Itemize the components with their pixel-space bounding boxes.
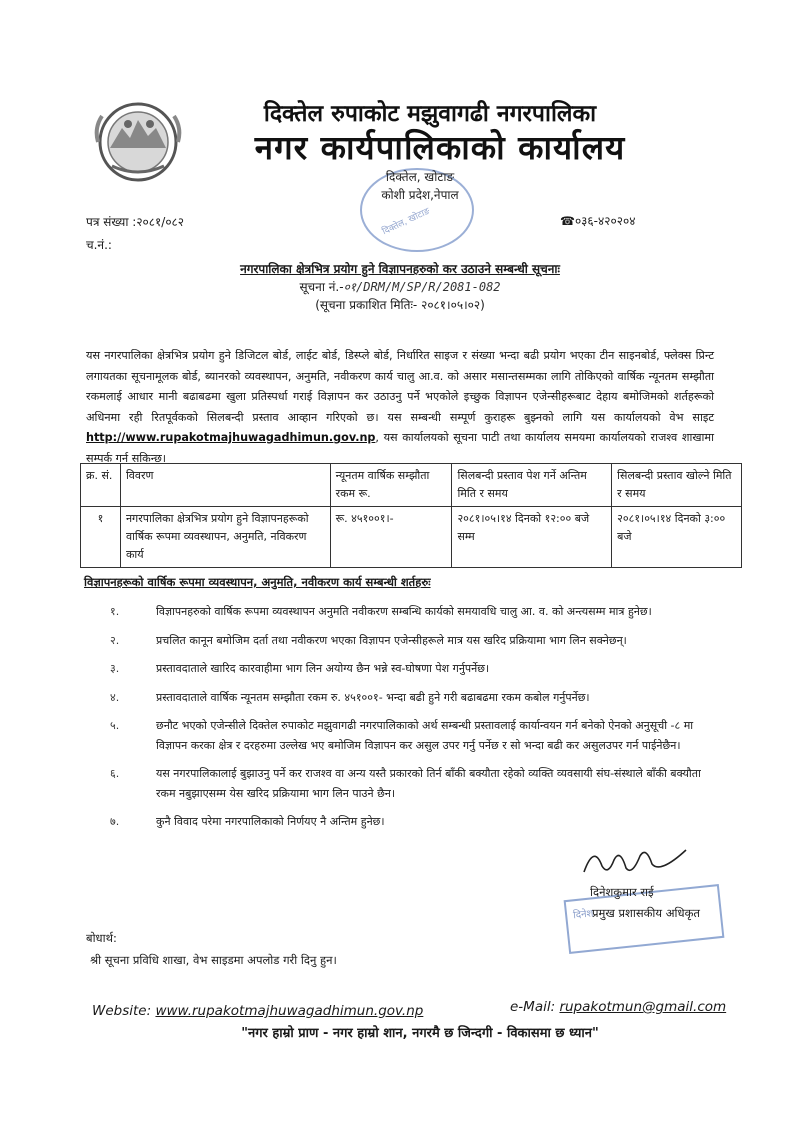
table-cell: १	[81, 507, 121, 568]
address-line-2: कोशी प्रदेश,नेपाल	[381, 188, 459, 202]
footer-slogan: "नगर हाम्रो प्राण - नगर हाम्रो शान, नगरमै छ जिन्दगी - विकासमा छ ध्यान"	[241, 1026, 599, 1041]
condition-number: ७.	[110, 815, 120, 828]
website-link[interactable]: http://www.rupakotmajhuwagadhimun.gov.np	[86, 431, 376, 444]
condition-number: १.	[110, 605, 120, 618]
tender-table	[80, 463, 742, 568]
office-round-stamp: दिक्तेल, खोटाङ	[360, 168, 474, 252]
condition-item	[110, 631, 710, 651]
notice-subject: नगरपालिका क्षेत्रभित्र प्रयोग हुने विज्ञापनहरुको कर उठाउने सम्बन्धी सूचनाः	[240, 262, 560, 276]
condition-text: प्रचलित कानून बमोजिम दर्ता तथा नवीकरण भएका विज्ञापन एजेन्सीहरूले मात्र यस खरिद प्रक्रियामा भाग लिन सक्नेछन्।	[156, 633, 627, 647]
condition-text: कुनै विवाद परेमा नगरपालिकाको निर्णयए नै अन्तिम हुनेछ।	[156, 815, 385, 828]
conditions-title: विज्ञापनहरूको वार्षिक रूपमा व्यवस्थापन, अनुमति, नवीकरण कार्य सम्बन्धी शर्तहरुः	[84, 575, 431, 589]
letter-number-value: २०८१/०८२	[136, 215, 185, 229]
footer-website	[92, 1003, 423, 1019]
table-header-cell: सिलबन्दी प्रस्ताव खोल्ने मिति र समय	[612, 464, 742, 507]
condition-number: २.	[110, 633, 120, 647]
municipality-name: दिक्तेल रुपाकोट मझुवागढी नगरपालिका	[263, 101, 597, 127]
condition-number: ६.	[110, 767, 120, 780]
body-text-end: , यस कार्यालयको सूचना पाटी तथा कार्यालय समयमा कार्यालयको राजश्व शाखामा सम्पर्क गर्न सकिन्छ।	[86, 431, 714, 465]
condition-item	[110, 688, 710, 708]
phone-number: ☎०३६-४२०२०४	[560, 214, 636, 228]
table-cell: २०८१।०५।१४ दिनको १२:०० बजे सम्म	[452, 507, 612, 568]
condition-text: विज्ञापनहरुको वार्षिक रूपमा व्यवस्थापन अनुमति नवीकरण सम्बन्धि कार्यको समयावधि चालु आ. व. को अन्त्यसम्म मात्र हुनेछ।	[156, 605, 652, 618]
letter-number	[86, 213, 184, 230]
office-address	[330, 168, 510, 204]
handwritten-signature	[580, 842, 690, 878]
distribution-line: श्री सूचना प्रविधि शाखा, वेभ साइडमा अपलोड गरी दिनु हुन।	[90, 953, 337, 967]
footer-email	[510, 999, 726, 1015]
condition-item	[110, 716, 710, 755]
condition-number: ३.	[110, 662, 120, 675]
condition-number: ४.	[110, 690, 120, 704]
table-header-cell: न्यूनतम वार्षिक सम्झौता रकम रू.	[330, 464, 452, 507]
nepal-emblem-logo	[92, 98, 184, 184]
notice-number-value: ०१/DRM/M/SP/R/2081-082	[343, 280, 501, 294]
table-header-row	[81, 464, 742, 507]
signatory-name: दिनेशकुमार राई	[590, 885, 654, 899]
table-header-cell: विवरण	[120, 464, 330, 507]
condition-text: प्रस्तावदाताले खारिद कारवाहीमा भाग लिन अयोग्य छैन भन्ने स्व-घोषणा पेश गर्नुपर्नेछ।	[156, 662, 490, 675]
website-label: Website:	[92, 1003, 152, 1019]
dispatch-number-label: च.नं.:	[86, 238, 112, 252]
notice-body-paragraph	[86, 346, 714, 469]
table-cell: नगरपालिका क्षेत्रभित्र प्रयोग हुने विज्ञापनहरूको वार्षिक रूपमा व्यवस्थापन, अनुमति, नविकरण कार्य	[120, 507, 330, 568]
email-label: e-Mail:	[510, 999, 556, 1015]
condition-item	[110, 764, 710, 803]
table-header-cell: सिलबन्दी प्रस्ताव पेश गर्ने अन्तिम मिति र समय	[452, 464, 612, 507]
condition-text: यस नगरपालिकालाई बुझाउनु पर्ने कर राजश्व वा अन्य यस्तै प्रकारको तिर्न बाँकी बक्यौता रहेको व्यक्ति व्यवसायी संघ-संस्थाले बाँकी बक्यौता रकम नबुझाएसम्म येस खरिद प्रक्रियामा भाग लिन पाउने छैन।	[156, 767, 701, 800]
condition-item	[110, 812, 710, 832]
distribution-label: बोधार्थ:	[86, 931, 117, 945]
office-name: नगर कार्यपालिकाको कार्यालय	[254, 128, 626, 167]
condition-text: छनौट भएको एजेन्सीले दिक्तेल रुपाकोट मझुवागढी नगरपालिकाको अर्थ सम्बन्धी प्रस्तावलाई कार्यान्वयन गर्न बनेको ऐनको अनुसूची -८ मा विज्ञापन करका क्षेत्र र दरहरुमा उल्लेख भए बमोजिम विज्ञापन कर असुल उपर गर्नु पर्नेछ र सो भन्दा बढी कर असुलउपर गर्न पाईनेछैन।	[156, 719, 694, 752]
body-text: यस नगरपालिका क्षेत्रभित्र प्रयोग हुने डिजिटल बोर्ड, लाईट बोर्ड, डिस्प्ले बोर्ड, निर्धारित साइज र संख्या भन्दा बढी प्रयोग भएका टीन साइनबोर्ड, फ्लेक्स प्रिन्ट लगायतका सूचनामूलक बोर्ड, ब्यानरको व्यवस्थापन, अनुमति, नवीकरण कार्य चालु आ.व. को असार मसान्तसम्मका लागि तोकिएको वार्षिक न्यूनतम सम्झौता रकमलाई आधार मानी बढाबढमा खुला प्रतिस्पर्धा गराई विज्ञापन कर उठाउनु पर्ने भएकोले इच्छुक विज्ञापन एजेन्सीहरूबाट देहाय बमोजिमको शर्तहरूको अधिनमा रही रितपूर्वकको सिलबन्दी प्रस्ताव आव्हान गरिएको छ। यस सम्बन्धी सम्पूर्ण कुराहरू बुझ्नको लागि यस कार्यालयको वेभ साइट	[86, 349, 714, 424]
notice-number	[90, 278, 710, 295]
notice-number-label: सूचना नं.-	[299, 280, 344, 294]
signatory-title: प्रमुख प्रशासकीय अधिकृत	[592, 906, 700, 920]
address-line-1: दिक्तेल, खोटाङ	[385, 170, 455, 184]
footer-website-link[interactable]: www.rupakotmajhuwagadhimun.gov.np	[155, 1003, 424, 1019]
table-header-cell: क्र. सं.	[81, 464, 121, 507]
table-cell: २०८१।०५।१४ दिनको ३:०० बजे	[612, 507, 742, 568]
conditions-list	[110, 602, 710, 841]
published-date: (सूचना प्रकाशित मितिः- २०८१।०५।०२)	[315, 298, 485, 312]
table-row	[81, 507, 742, 568]
condition-number: ५.	[110, 719, 120, 732]
condition-item	[110, 602, 710, 622]
condition-item	[110, 659, 710, 679]
condition-text: प्रस्तावदाताले वार्षिक न्यूनतम सम्झौता रकम रु. ४५१००१- भन्दा बढी हुने गरी बढाबढमा रकम कबोल गर्नुपर्नेछ।	[156, 690, 590, 704]
officer-rect-stamp: दिनेश	[564, 884, 725, 954]
footer-email-link[interactable]: rupakotmun@gmail.com	[559, 999, 727, 1015]
letter-number-label: पत्र संख्या :	[86, 215, 137, 229]
table-cell: रू. ४५१००१।-	[330, 507, 452, 568]
